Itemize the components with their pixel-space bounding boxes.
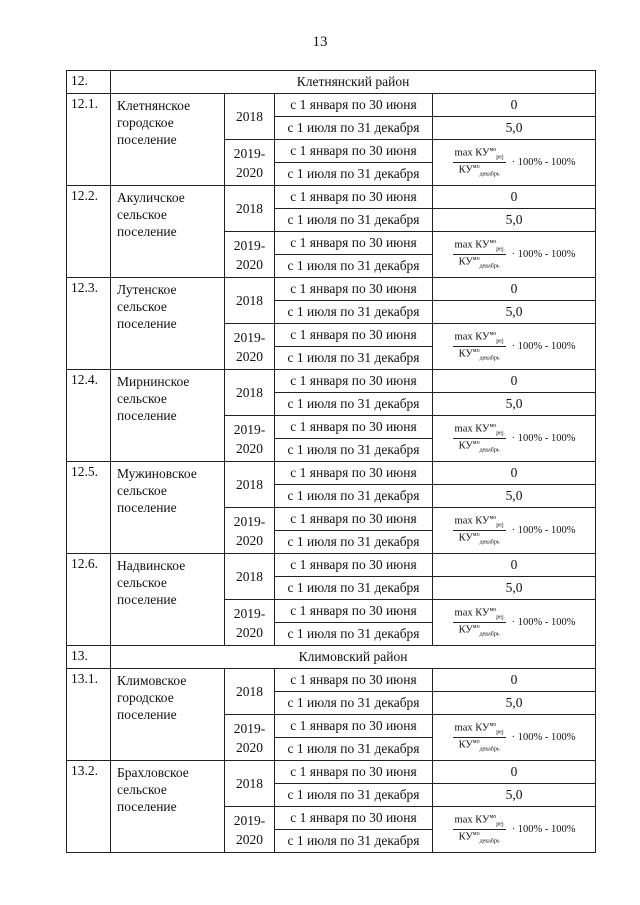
year-2019-2020: 2019-2020 [225,715,275,761]
formula-fraction [453,423,506,453]
numerator-superscript: мо [489,607,497,614]
denominator-subscript: декабрь [479,746,500,753]
region-title: Клетнянский район [111,71,596,94]
formula-denominator [459,163,500,178]
settlement-name: Лутенское сельское поселение [111,278,225,370]
settlement-name: Клетнянское городское поселение [111,94,225,186]
denominator-text: КУ [458,256,473,268]
growth-formula [433,715,596,761]
period-second-half: с 1 июля по 31 декабря [275,485,433,508]
numerator-superscript: мо [489,239,497,246]
settlement-name: Мужиновское сельское поселение [111,462,225,554]
value-second-half: 5,0 [433,393,596,416]
numerator-text: max КУ [454,607,490,619]
formula-expression [433,722,595,752]
value-first-half: 0 [433,278,596,301]
formula-tail: · 100% - 100% [511,341,576,352]
period-first-half: с 1 января по 30 июня [275,416,433,439]
formula-fraction [453,515,506,545]
numerator-superscript: мо [489,423,497,430]
numerator-text: max КУ [454,147,490,159]
year-2018: 2018 [225,94,275,140]
period-second-half: с 1 июля по 31 декабря [275,209,433,232]
formula-tail: · 100% - 100% [511,732,576,743]
value-first-half: 0 [433,462,596,485]
formula-tail: · 100% - 100% [511,157,576,168]
formula-expression [433,147,595,177]
settlement-number: 12.1. [67,94,111,186]
settlement-row [67,554,596,577]
period-second-half: с 1 июля по 31 декабря [275,531,433,554]
table-body [67,71,596,853]
formula-tail: · 100% - 100% [511,617,576,628]
formula-numerator [453,722,506,738]
formula-tail: · 100% - 100% [511,249,576,260]
period-first-half: с 1 января по 30 июня [275,324,433,347]
period-first-half: с 1 января по 30 июня [275,715,433,738]
settlement-number: 13.2. [67,761,111,853]
region-number: 13. [67,646,111,669]
numerator-superscript: мо [489,147,497,154]
growth-formula [433,807,596,853]
numerator-subscript: реj [496,615,504,621]
year-2018: 2018 [225,554,275,600]
region-header-row [67,71,596,94]
year-2019-2020: 2019-2020 [225,600,275,646]
period-first-half: с 1 января по 30 июня [275,94,433,117]
value-second-half: 5,0 [433,209,596,232]
period-second-half: с 1 июля по 31 декабря [275,623,433,646]
year-2019-2020: 2019-2020 [225,324,275,370]
period-first-half: с 1 января по 30 июня [275,554,433,577]
denominator-subscript: декабрь [479,171,500,178]
formula-expression [433,331,595,361]
value-first-half: 0 [433,761,596,784]
region-number: 12. [67,71,111,94]
settlement-number: 13.1. [67,669,111,761]
value-second-half: 5,0 [433,301,596,324]
value-second-half: 5,0 [433,485,596,508]
growth-formula [433,140,596,186]
numerator-text: max КУ [454,722,490,734]
formula-numerator [453,239,506,255]
period-first-half: с 1 января по 30 июня [275,462,433,485]
settlement-number: 12.5. [67,462,111,554]
formula-numerator [453,814,506,830]
settlement-row [67,761,596,784]
period-first-half: с 1 января по 30 июня [275,761,433,784]
growth-formula [433,232,596,278]
formula-expression [433,607,595,637]
denominator-text: КУ [458,532,473,544]
period-second-half: с 1 июля по 31 декабря [275,692,433,715]
value-second-half: 5,0 [433,784,596,807]
denominator-text: КУ [458,739,473,751]
page-number: 13 [312,34,328,50]
period-second-half: с 1 июля по 31 декабря [275,255,433,278]
period-second-half: с 1 июля по 31 декабря [275,577,433,600]
formula-fraction [453,722,506,752]
year-2019-2020: 2019-2020 [225,232,275,278]
period-second-half: с 1 июля по 31 декабря [275,347,433,370]
numerator-superscript: мо [489,722,497,729]
period-first-half: с 1 января по 30 июня [275,600,433,623]
numerator-subscript: реj [496,822,504,828]
value-first-half: 0 [433,554,596,577]
formula-expression [433,515,595,545]
numerator-subscript: реj [496,730,504,736]
formula-numerator [453,515,506,531]
formula-tail: · 100% - 100% [511,525,576,536]
formula-denominator [459,255,500,270]
formula-denominator [459,623,500,638]
settlement-row [67,94,596,117]
numerator-superscript: мо [489,515,497,522]
formula-denominator [459,830,500,845]
period-second-half: с 1 июля по 31 декабря [275,117,433,140]
numerator-superscript: мо [489,814,497,821]
period-second-half: с 1 июля по 31 декабря [275,784,433,807]
denominator-text: КУ [458,440,473,452]
growth-formula [433,508,596,554]
formula-fraction [453,331,506,361]
formula-fraction [453,147,506,177]
region-title: Климовский район [111,646,596,669]
denominator-subscript: декабрь [479,539,500,546]
denominator-superscript: мо [472,348,480,354]
settlement-number: 12.2. [67,186,111,278]
year-2018: 2018 [225,186,275,232]
numerator-subscript: реj [496,155,504,161]
settlement-row [67,186,596,209]
period-second-half: с 1 июля по 31 декабря [275,738,433,761]
value-first-half: 0 [433,94,596,117]
numerator-text: max КУ [454,331,490,343]
value-first-half: 0 [433,186,596,209]
period-second-half: с 1 июля по 31 декабря [275,830,433,853]
formula-expression [433,814,595,844]
period-second-half: с 1 июля по 31 декабря [275,301,433,324]
formula-fraction [453,239,506,269]
settlement-number: 12.4. [67,370,111,462]
formula-numerator [453,147,506,163]
numerator-superscript: мо [489,331,497,338]
growth-formula [433,324,596,370]
denominator-text: КУ [458,164,473,176]
denominator-subscript: декабрь [479,838,500,845]
year-2018: 2018 [225,761,275,807]
period-first-half: с 1 января по 30 июня [275,669,433,692]
denominator-text: КУ [458,348,473,360]
settlement-name: Мирнинское сельское поселение [111,370,225,462]
numerator-subscript: реj [496,247,504,253]
numerator-subscript: реj [496,523,504,529]
period-first-half: с 1 января по 30 июня [275,140,433,163]
denominator-superscript: мо [472,164,480,170]
denominator-superscript: мо [472,739,480,745]
formula-tail: · 100% - 100% [511,824,576,835]
formula-expression [433,423,595,453]
period-second-half: с 1 июля по 31 декабря [275,163,433,186]
denominator-subscript: декабрь [479,355,500,362]
formula-fraction [453,607,506,637]
tariff-table [66,70,596,853]
denominator-subscript: декабрь [479,263,500,270]
numerator-text: max КУ [454,239,490,251]
denominator-subscript: декабрь [479,631,500,638]
denominator-superscript: мо [472,624,480,630]
settlement-number: 12.6. [67,554,111,646]
settlement-row [67,669,596,692]
settlement-row [67,278,596,301]
formula-tail: · 100% - 100% [511,433,576,444]
year-2018: 2018 [225,462,275,508]
numerator-text: max КУ [454,814,490,826]
formula-denominator [459,347,500,362]
value-first-half: 0 [433,370,596,393]
denominator-superscript: мо [472,256,480,262]
period-first-half: с 1 января по 30 июня [275,278,433,301]
growth-formula [433,600,596,646]
numerator-subscript: реj [496,339,504,345]
settlement-name: Климовское городское поселение [111,669,225,761]
settlement-name: Акуличское сельское поселение [111,186,225,278]
year-2018: 2018 [225,278,275,324]
denominator-subscript: декабрь [479,447,500,454]
period-first-half: с 1 января по 30 июня [275,370,433,393]
period-second-half: с 1 июля по 31 декабря [275,439,433,462]
denominator-superscript: мо [472,532,480,538]
period-first-half: с 1 января по 30 июня [275,807,433,830]
denominator-text: КУ [458,831,473,843]
formula-denominator [459,439,500,454]
period-first-half: с 1 января по 30 июня [275,508,433,531]
period-second-half: с 1 июля по 31 декабря [275,393,433,416]
settlement-number: 12.3. [67,278,111,370]
year-2019-2020: 2019-2020 [225,140,275,186]
value-first-half: 0 [433,669,596,692]
numerator-text: max КУ [454,515,490,527]
period-first-half: с 1 января по 30 июня [275,232,433,255]
denominator-superscript: мо [472,831,480,837]
value-second-half: 5,0 [433,117,596,140]
formula-numerator [453,423,506,439]
numerator-subscript: реj [496,431,504,437]
denominator-superscript: мо [472,440,480,446]
formula-fraction [453,814,506,844]
settlement-row [67,370,596,393]
year-2019-2020: 2019-2020 [225,807,275,853]
region-header-row [67,646,596,669]
formula-expression [433,239,595,269]
formula-denominator [459,738,500,753]
formula-numerator [453,607,506,623]
value-second-half: 5,0 [433,692,596,715]
year-2018: 2018 [225,669,275,715]
formula-numerator [453,331,506,347]
settlement-name: Надвинское сельское поселение [111,554,225,646]
year-2019-2020: 2019-2020 [225,508,275,554]
formula-denominator [459,531,500,546]
growth-formula [433,416,596,462]
numerator-text: max КУ [454,423,490,435]
denominator-text: КУ [458,624,473,636]
year-2018: 2018 [225,370,275,416]
value-second-half: 5,0 [433,577,596,600]
settlement-row [67,462,596,485]
settlement-name: Брахловское сельское поселение [111,761,225,853]
period-first-half: с 1 января по 30 июня [275,186,433,209]
year-2019-2020: 2019-2020 [225,416,275,462]
